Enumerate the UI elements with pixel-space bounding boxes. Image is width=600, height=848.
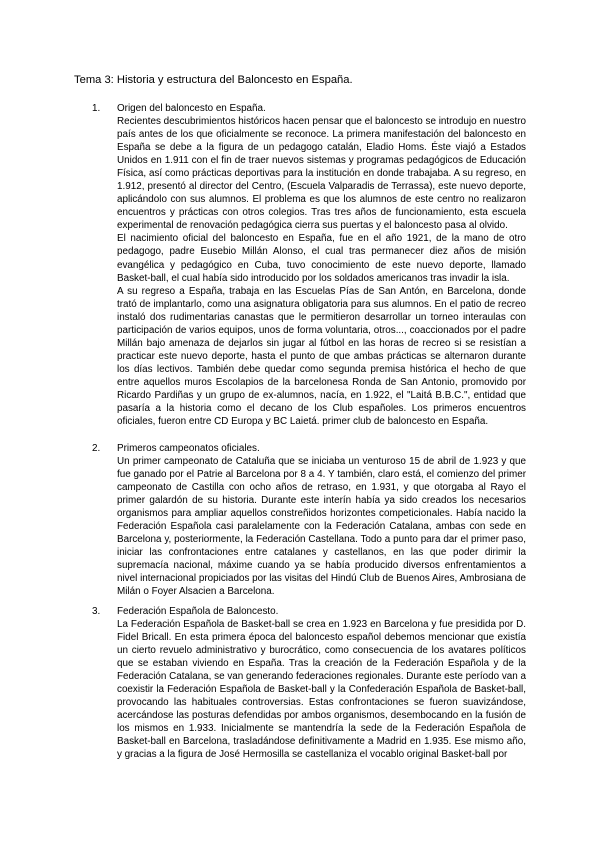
paragraph: Un primer campeonato de Cataluña que se iniciaba un venturoso 15 de abril de 1.923 y que fue ganado por el Patrie al Barcelona por 8 a 4. Y también, claro está, el comienzo del primer campeonato de Castilla con ocho años de retraso, en 1.931, y que otorgaba al Rayo el primer galardón de su historia. Durante este interín había ya sido creados los necesarios organismos para ampliar aquellos constreñidos horizontes competicionales. Había nacido la Federación Española casi paralelamente con la Federación Catalana, ambas con sede en Barcelona y, posteriormente, la Federación Castellana. Todo a punto para dar el primer paso, iniciar las confrontaciones entre catalanes y castellanos, en las que poder dirimir la supremacía nacional, máxime cuando ya se había producido diversos enfrentamientos a nivel internacional propiciados por las visitas del Hindú Club de Buenos Aires, Ambrosiana de Milán o Foyer Alsacien a Barcelona. [117,456,526,598]
paragraph: A su regreso a España, trabaja en las Escuelas Pías de San Antón, en Barcelona, donde trató de implantarlo, como una asignatura obligatoria para sus alumnos. En el patio de recreo instaló dos rudimentarias canastas que le permitieron desarrollar un torneo interaulas con participación de varios equipos, unos de forma voluntaria, otros..., coaccionados por el padre Millán bajo amenaza de dejarlos sin jugar al fútbol en las horas de recreo si se resistían a practicar este nuevo deporte, hasta el punto de que ambas prácticas se alternaron durante los días lectivos. También debe quedar como segunda premisa histórica el hecho de que entre aquellos muros Escolapios de la barcelonesa Ronda de San Antonio, promovido por Ricardo Pardiñas y un grupo de ex-alumnos, nacía, en 1.922, el "Laitá B.B.C.", entidad que pasaría a la historia como el decano de los Club españoles. Los primeros encuentros oficiales, fueron entre CD Europa y BC Laietá. primer club de baloncesto en España. [117,285,526,428]
section-number: 2. [92,443,101,454]
paragraph: El nacimiento oficial del baloncesto en España, fue en el año 1921, de la mano de otro pedagogo, padre Eusebio Millán Alonso, el cual tras permanecer diez años de misión evangélica y pedagógico en Cuba, tuvo conocimiento de este nuevo deporte, llamado Basket-ball, el cual había sido introducido por los soldados americanos tras invadir la isla. [117,233,526,284]
section-heading: Federación Española de Baloncesto. [117,606,279,617]
section-body [117,115,526,428]
section-heading: Primeros campeonatos oficiales. [117,443,260,454]
document-title: Tema 3: Historia y estructura del Baloncesto en España. [74,74,353,86]
section-body [117,618,526,762]
section-number: 1. [92,103,101,114]
section-body [117,455,526,599]
section-number: 3. [92,606,101,617]
paragraph: La Federación Española de Basket-ball se crea en 1.923 en Barcelona y fue presidida por D. Fidel Bricall. En esta primera época del baloncesto español debemos mencionar que existía un cierto revuelo administrativo y burocrático, como consecuencia de los avatares políticos que se estaban viviendo en España. Tras la creación de la Federación Española y de la Federación Catalana, se van generando federaciones regionales. Durante este período van a coexistir la Federación Española de Basket-ball y la Confederación Española de Basket-ball, provocando las habituales controversias. Estas confrontaciones se fueron suavizándose, acercándose las posturas defendidas por ambos organismos, desembocando en la fusión de los mismos en 1.933. Inicialmente se mantendría la sede de la Federación Española de Basket-ball en Barcelona, trasladándose definitivamente a Madrid en 1.935. Ese mismo año, y gracias a la figura de José Hermosilla se castellaniza el vocablo original Basket-ball por [117,619,526,761]
section-heading: Origen del baloncesto en España. [117,103,266,114]
paragraph: Recientes descubrimientos históricos hacen pensar que el baloncesto se introdujo en nuestro país antes de los que oficialmente se reconoce. La primera manifestación del baloncesto en España se debe a la figura de un pedagogo catalán, Eladio Homs. Éste viajó a Estados Unidos en 1.911 con el fin de traer nuevos sistemas y programas pedagógicos de Educación Física, así como prácticas deportivas para la institución en donde trabajaba. A su regreso, en 1.912, presentó al director del Centro, (Escuela Valparadis de Terrassa), este nuevo deporte, aplicándolo con sus alumnos. El problema es que los alumnos de este centro no realizaron encuentros y prácticas con otros colegios. Tras tres años de funcionamiento, esta escuela experimental de renovación pedagógica cierra sus puertas y el baloncesto pasa al olvido. [117,116,526,232]
